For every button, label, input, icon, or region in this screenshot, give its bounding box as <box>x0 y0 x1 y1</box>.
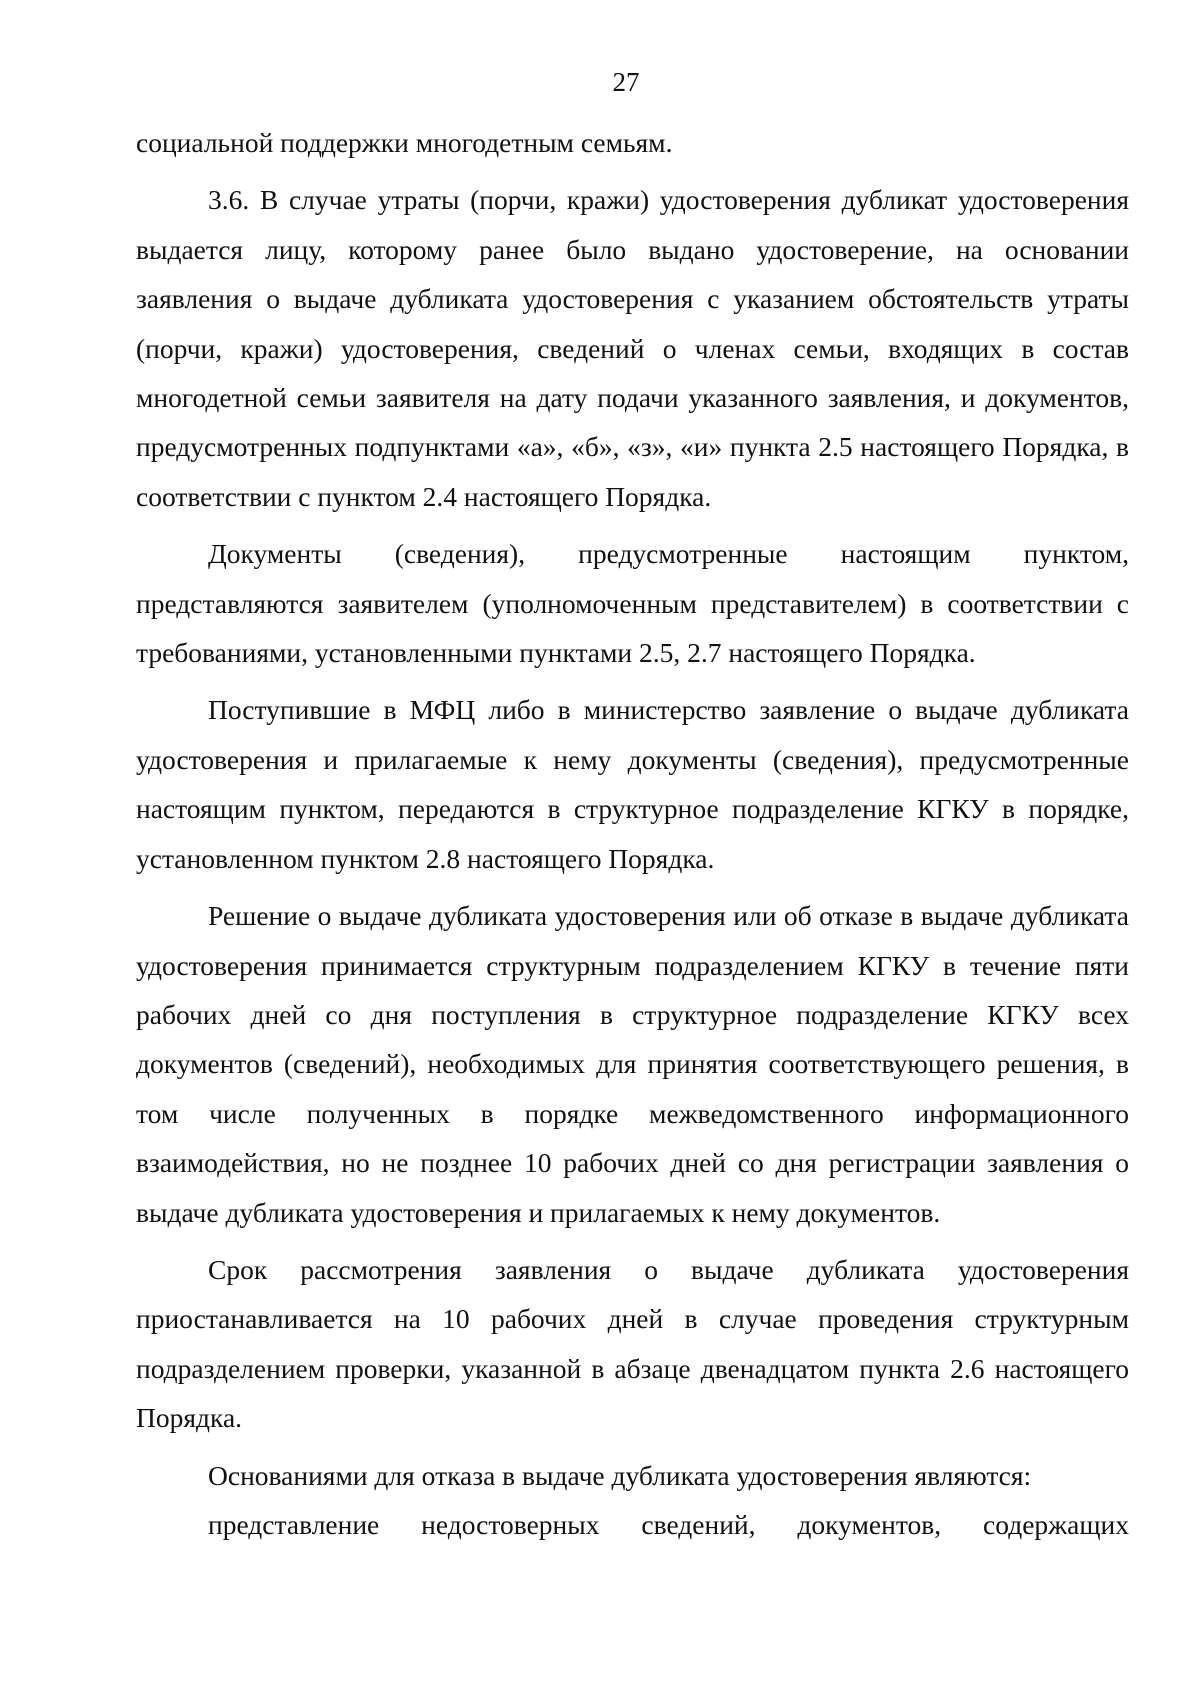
paragraph-decision: Решение о выдаче дубликата удостоверения или об отказе в выдаче дубликата удостоверения принимается структурным подразделением КГКУ в течение пяти рабочих дней со дня поступления в структурное подразделение КГКУ всех документов (сведений), необходимых для принятия соответствующего решения, в том числе полученных в порядке межведомственного информационного взаимодействия, но не позднее 10 рабочих дней со дня регистрации заявления о выдаче дубликата удостоверения и прилагаемых к нему документов. <box>136 900 1129 1228</box>
paragraph-mfc: Поступившие в МФЦ либо в министерство заявление о выдаче дубликата удостоверения и прилагаемые к нему документы (сведения), предусмотренные настоящим пунктом, передаются в структурное подразделение КГКУ в порядке, установленном пунктом 2.8 настоящего Порядка. <box>136 694 1129 874</box>
paragraph-grounds-item: представление недостоверных сведений, документов, содержащих <box>208 1508 1129 1540</box>
page-number: 27 <box>612 67 640 97</box>
paragraph-grounds: Основаниями для отказа в выдаче дубликата удостоверения являются: <box>208 1459 1032 1491</box>
paragraph-term: Срок рассмотрения заявления о выдаче дубликата удостоверения приостанавливается на 10 рабочих дней в случае проведения структурным подразделением проверки, указанной в абзаце двенадцатом пункта 2.6 настоящего Порядка. <box>136 1253 1129 1434</box>
paragraph-item-3-6: 3.6. В случае утраты (порчи, кражи) удостоверения дубликат удостоверения выдается лицу, которому ранее было выдано удостоверение, на основании заявления о выдаче дубликата удостоверения с указанием обстоятельств утраты (порчи, кражи) удостоверения, сведений о членах семьи, входящих в состав многодетной семьи заявителя на дату подачи указанного заявления, и документов, предусмотренных подпунктами «а», «б», «з», «и» пункта 2.5 настоящего Порядка, в соответствии с пунктом 2.4 настоящего Порядка. <box>136 184 1129 512</box>
paragraph-continuation: социальной поддержки многодетным семьям. <box>136 127 673 158</box>
paragraph-documents: Документы (сведения), предусмотренные настоящим пунктом, представляются заявителем (уполномоченным представителем) в соответствии с требованиями, установленными пунктами 2.5, 2.7 настоящего Порядка. <box>136 538 1129 669</box>
document-body <box>136 118 1129 1549</box>
